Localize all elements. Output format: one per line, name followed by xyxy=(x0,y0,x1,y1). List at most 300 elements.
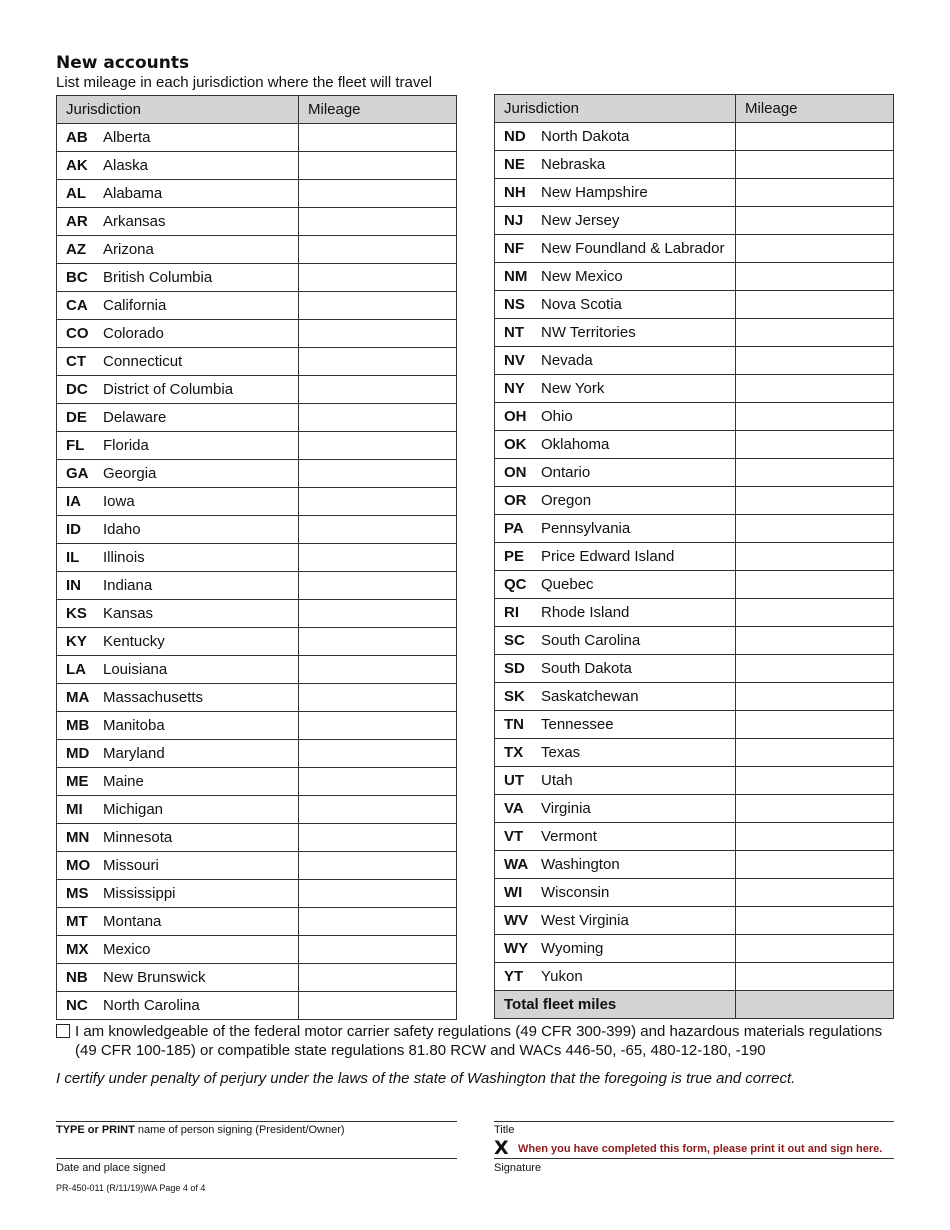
jurisdiction-code: KS xyxy=(66,605,87,622)
jurisdiction-name: Kansas xyxy=(103,605,154,622)
jurisdiction-row xyxy=(495,907,894,935)
jurisdiction-name: Mississippi xyxy=(103,885,176,902)
jurisdiction-code: NV xyxy=(504,352,525,369)
jurisdiction-row xyxy=(495,711,894,739)
jurisdiction-name: Manitoba xyxy=(103,717,165,734)
mileage-input[interactable] xyxy=(736,123,894,151)
certification-checkbox[interactable] xyxy=(56,1024,70,1038)
jurisdiction-name: Michigan xyxy=(103,801,164,818)
jurisdiction-name: Alberta xyxy=(103,129,151,146)
mileage-input[interactable] xyxy=(299,516,457,544)
jurisdiction-cell xyxy=(495,823,736,851)
jurisdiction-name: New Foundland & Labrador xyxy=(541,240,725,257)
jurisdiction-cell xyxy=(495,599,736,627)
total-fleet-miles-label: Total fleet miles xyxy=(495,991,736,1019)
jurisdiction-row xyxy=(495,795,894,823)
jurisdiction-name: New Hampshire xyxy=(541,184,648,201)
jurisdiction-header: Jurisdiction xyxy=(57,96,299,124)
jurisdiction-code: AR xyxy=(66,213,88,230)
jurisdiction-code: MO xyxy=(66,857,91,874)
mileage-input[interactable] xyxy=(299,236,457,264)
jurisdiction-cell xyxy=(495,459,736,487)
mileage-input[interactable] xyxy=(736,935,894,963)
mileage-input[interactable] xyxy=(299,824,457,852)
jurisdiction-name: Minnesota xyxy=(103,829,173,846)
jurisdiction-code: IA xyxy=(66,493,81,510)
jurisdiction-code: OH xyxy=(504,408,527,425)
jurisdiction-cell xyxy=(495,375,736,403)
signature-label: Signature xyxy=(494,1162,542,1174)
mileage-input[interactable] xyxy=(736,291,894,319)
jurisdiction-row xyxy=(495,935,894,963)
jurisdiction-row xyxy=(57,460,457,488)
jurisdiction-code: IL xyxy=(66,549,80,566)
jurisdiction-code: NT xyxy=(504,324,524,341)
mileage-input[interactable] xyxy=(736,151,894,179)
mileage-input[interactable] xyxy=(299,684,457,712)
jurisdiction-code: PE xyxy=(504,548,525,565)
jurisdiction-cell xyxy=(495,767,736,795)
jurisdiction-code: DE xyxy=(66,409,87,426)
jurisdiction-code: NY xyxy=(504,380,525,397)
mileage-input[interactable] xyxy=(736,375,894,403)
jurisdiction-row xyxy=(57,264,457,292)
jurisdiction-cell xyxy=(57,712,299,740)
jurisdiction-cell xyxy=(495,123,736,151)
jurisdiction-code: PA xyxy=(504,520,524,537)
jurisdiction-cell xyxy=(495,291,736,319)
mileage-input[interactable] xyxy=(299,152,457,180)
name-label: TYPE or PRINT name of person signing (President/Owner) xyxy=(56,1124,345,1136)
jurisdiction-name: Nevada xyxy=(541,352,593,369)
jurisdiction-cell xyxy=(57,656,299,684)
jurisdiction-cell xyxy=(57,824,299,852)
jurisdiction-row xyxy=(57,320,457,348)
jurisdiction-code: OK xyxy=(504,436,527,453)
jurisdiction-code: CT xyxy=(66,353,86,370)
jurisdiction-row xyxy=(57,292,457,320)
jurisdiction-cell xyxy=(57,628,299,656)
jurisdiction-code: WY xyxy=(504,940,529,957)
jurisdiction-name: Idaho xyxy=(103,521,141,538)
jurisdiction-code: MX xyxy=(66,941,89,958)
jurisdiction-name: Pennsylvania xyxy=(541,520,631,537)
jurisdiction-row xyxy=(57,796,457,824)
jurisdiction-code: MD xyxy=(66,745,90,762)
jurisdiction-code: MA xyxy=(66,689,90,706)
mileage-input[interactable] xyxy=(736,487,894,515)
jurisdiction-name: Yukon xyxy=(541,968,583,985)
mileage-input[interactable] xyxy=(299,320,457,348)
mileage-input[interactable] xyxy=(736,207,894,235)
mileage-input[interactable] xyxy=(299,600,457,628)
jurisdiction-cell xyxy=(57,236,299,264)
jurisdiction-row xyxy=(495,739,894,767)
jurisdiction-cell xyxy=(57,740,299,768)
jurisdiction-name: Indiana xyxy=(103,577,153,594)
jurisdiction-header: Jurisdiction xyxy=(495,95,736,123)
jurisdiction-name: New Brunswick xyxy=(103,969,206,986)
jurisdiction-row xyxy=(57,936,457,964)
date-place-label: Date and place signed xyxy=(56,1162,166,1174)
jurisdiction-name: South Dakota xyxy=(541,660,632,677)
mileage-input[interactable] xyxy=(299,180,457,208)
jurisdiction-row xyxy=(57,152,457,180)
mileage-input[interactable] xyxy=(736,907,894,935)
jurisdiction-code: SK xyxy=(504,688,525,705)
mileage-input[interactable] xyxy=(299,432,457,460)
mileage-input[interactable] xyxy=(299,740,457,768)
jurisdiction-name: Nova Scotia xyxy=(541,296,622,313)
mileage-input[interactable] xyxy=(299,964,457,992)
jurisdiction-cell xyxy=(495,683,736,711)
jurisdiction-row xyxy=(495,263,894,291)
mileage-input[interactable] xyxy=(299,908,457,936)
sign-instruction: When you have completed this form, please print it out and sign here. xyxy=(518,1143,883,1155)
mileage-input[interactable] xyxy=(736,655,894,683)
mileage-input[interactable] xyxy=(299,404,457,432)
jurisdiction-name: Saskatchewan xyxy=(541,688,639,705)
jurisdiction-row xyxy=(495,403,894,431)
mileage-input[interactable] xyxy=(299,852,457,880)
jurisdiction-cell xyxy=(57,516,299,544)
jurisdiction-code: TN xyxy=(504,716,524,733)
mileage-input[interactable] xyxy=(299,712,457,740)
mileage-input[interactable] xyxy=(299,628,457,656)
jurisdiction-name: Ohio xyxy=(541,408,573,425)
jurisdiction-name: New Jersey xyxy=(541,212,620,229)
jurisdiction-cell xyxy=(57,852,299,880)
mileage-input[interactable] xyxy=(299,656,457,684)
jurisdiction-name: Illinois xyxy=(103,549,145,566)
mileage-input[interactable] xyxy=(299,992,457,1020)
jurisdiction-code: BC xyxy=(66,269,88,286)
mileage-input[interactable] xyxy=(299,376,457,404)
mileage-input[interactable] xyxy=(299,768,457,796)
jurisdiction-code: GA xyxy=(66,465,89,482)
jurisdiction-code: VA xyxy=(504,800,524,817)
jurisdiction-row xyxy=(57,852,457,880)
jurisdiction-row xyxy=(57,992,457,1020)
jurisdiction-name: Vermont xyxy=(541,828,597,845)
jurisdiction-name: British Columbia xyxy=(103,269,213,286)
title-label: Title xyxy=(494,1124,515,1136)
mileage-input[interactable] xyxy=(736,627,894,655)
jurisdiction-cell xyxy=(495,515,736,543)
jurisdiction-name: Louisiana xyxy=(103,661,168,678)
jurisdiction-code: WI xyxy=(504,884,523,901)
jurisdiction-code: MT xyxy=(66,913,88,930)
mileage-input[interactable] xyxy=(736,347,894,375)
jurisdiction-code: NJ xyxy=(504,212,524,229)
mileage-input[interactable] xyxy=(736,263,894,291)
jurisdiction-cell xyxy=(57,964,299,992)
jurisdiction-code: MB xyxy=(66,717,90,734)
jurisdiction-cell xyxy=(495,487,736,515)
jurisdiction-name: West Virginia xyxy=(541,912,629,929)
jurisdiction-row xyxy=(57,208,457,236)
mileage-input[interactable] xyxy=(736,963,894,991)
jurisdiction-name: Arizona xyxy=(103,241,154,258)
jurisdiction-cell xyxy=(495,879,736,907)
jurisdiction-code: QC xyxy=(504,576,527,593)
jurisdiction-row xyxy=(495,515,894,543)
mileage-input[interactable] xyxy=(736,459,894,487)
mileage-table-right xyxy=(494,94,894,1019)
jurisdiction-row xyxy=(495,571,894,599)
jurisdiction-row xyxy=(57,684,457,712)
mileage-input[interactable] xyxy=(299,208,457,236)
mileage-input[interactable] xyxy=(736,879,894,907)
jurisdiction-row xyxy=(57,488,457,516)
jurisdiction-name: District of Columbia xyxy=(103,381,234,398)
jurisdiction-cell xyxy=(495,431,736,459)
mileage-header: Mileage xyxy=(299,96,457,124)
jurisdiction-row xyxy=(57,432,457,460)
jurisdiction-row xyxy=(495,655,894,683)
jurisdiction-row xyxy=(57,376,457,404)
mileage-input[interactable] xyxy=(736,767,894,795)
perjury-statement: I certify under penalty of perjury under the laws of the state of Washington that the foregoing is true and correct. xyxy=(56,1070,796,1087)
jurisdiction-row xyxy=(57,824,457,852)
jurisdiction-cell xyxy=(495,179,736,207)
jurisdiction-name: Kentucky xyxy=(103,633,165,650)
jurisdiction-row xyxy=(495,459,894,487)
mileage-header: Mileage xyxy=(736,95,894,123)
jurisdiction-code: AK xyxy=(66,157,88,174)
mileage-input[interactable] xyxy=(736,739,894,767)
jurisdiction-cell xyxy=(57,348,299,376)
jurisdiction-cell xyxy=(495,543,736,571)
jurisdiction-name: Delaware xyxy=(103,409,167,426)
mileage-input[interactable] xyxy=(736,823,894,851)
jurisdiction-name: Massachusetts xyxy=(103,689,204,706)
mileage-input[interactable] xyxy=(736,431,894,459)
jurisdiction-cell xyxy=(57,936,299,964)
mileage-input[interactable] xyxy=(736,235,894,263)
mileage-input[interactable] xyxy=(299,264,457,292)
jurisdiction-cell xyxy=(57,264,299,292)
mileage-input[interactable] xyxy=(736,179,894,207)
jurisdiction-name: Maryland xyxy=(103,745,165,762)
jurisdiction-code: SC xyxy=(504,632,525,649)
jurisdiction-row xyxy=(495,683,894,711)
jurisdiction-row xyxy=(57,628,457,656)
jurisdiction-row xyxy=(57,656,457,684)
mileage-table-left xyxy=(56,95,457,1020)
jurisdiction-row xyxy=(57,768,457,796)
jurisdiction-cell xyxy=(57,208,299,236)
jurisdiction-row xyxy=(57,964,457,992)
jurisdiction-code: WV xyxy=(504,912,529,929)
jurisdiction-row xyxy=(57,124,457,152)
jurisdiction-cell xyxy=(495,907,736,935)
jurisdiction-cell xyxy=(57,796,299,824)
jurisdiction-code: LA xyxy=(66,661,86,678)
jurisdiction-row xyxy=(495,151,894,179)
jurisdiction-code: NF xyxy=(504,240,524,257)
jurisdiction-row xyxy=(495,319,894,347)
jurisdiction-row xyxy=(57,880,457,908)
jurisdiction-row xyxy=(495,123,894,151)
jurisdiction-row xyxy=(57,908,457,936)
jurisdiction-cell xyxy=(495,963,736,991)
mileage-input[interactable] xyxy=(299,936,457,964)
jurisdiction-code: ID xyxy=(66,521,81,538)
jurisdiction-name: North Dakota xyxy=(541,128,630,145)
jurisdiction-code: ME xyxy=(66,773,89,790)
jurisdiction-name: Price Edward Island xyxy=(541,548,675,565)
jurisdiction-cell xyxy=(495,207,736,235)
jurisdiction-name: Nebraska xyxy=(541,156,606,173)
jurisdiction-code: ON xyxy=(504,464,527,481)
jurisdiction-code: AZ xyxy=(66,241,86,258)
mileage-input[interactable] xyxy=(299,544,457,572)
jurisdiction-cell xyxy=(57,460,299,488)
jurisdiction-row xyxy=(495,823,894,851)
jurisdiction-row xyxy=(495,235,894,263)
page-heading: New accounts xyxy=(56,53,190,73)
mileage-input[interactable] xyxy=(299,348,457,376)
jurisdiction-cell xyxy=(57,180,299,208)
jurisdiction-row xyxy=(495,431,894,459)
jurisdiction-code: AL xyxy=(66,185,86,202)
jurisdiction-code: TX xyxy=(504,744,524,761)
jurisdiction-row xyxy=(57,404,457,432)
jurisdiction-name: Florida xyxy=(103,437,149,454)
jurisdiction-name: New Mexico xyxy=(541,268,623,285)
jurisdiction-code: NS xyxy=(504,296,525,313)
jurisdiction-cell xyxy=(495,711,736,739)
mileage-input[interactable] xyxy=(299,292,457,320)
jurisdiction-name: Ontario xyxy=(541,464,591,481)
title-line[interactable] xyxy=(494,1121,894,1122)
jurisdiction-cell xyxy=(57,376,299,404)
jurisdiction-row xyxy=(57,348,457,376)
jurisdiction-cell xyxy=(57,124,299,152)
jurisdiction-cell xyxy=(495,403,736,431)
jurisdiction-cell xyxy=(495,655,736,683)
jurisdiction-cell xyxy=(57,768,299,796)
jurisdiction-code: NM xyxy=(504,268,528,285)
jurisdiction-cell xyxy=(495,739,736,767)
jurisdiction-code: AB xyxy=(66,129,88,146)
jurisdiction-row xyxy=(57,544,457,572)
jurisdiction-code: NH xyxy=(504,184,526,201)
jurisdiction-name: Washington xyxy=(541,856,620,873)
jurisdiction-cell xyxy=(57,320,299,348)
mileage-input[interactable] xyxy=(736,851,894,879)
name-signature-line[interactable] xyxy=(56,1121,457,1122)
jurisdiction-row xyxy=(57,236,457,264)
jurisdiction-row xyxy=(495,487,894,515)
jurisdiction-cell xyxy=(495,627,736,655)
mileage-input[interactable] xyxy=(299,460,457,488)
mileage-input[interactable] xyxy=(736,599,894,627)
jurisdiction-code: WA xyxy=(504,856,529,873)
jurisdiction-cell xyxy=(57,684,299,712)
mileage-input[interactable] xyxy=(736,319,894,347)
jurisdiction-name: Arkansas xyxy=(103,213,166,230)
jurisdiction-row xyxy=(495,851,894,879)
jurisdiction-row xyxy=(57,740,457,768)
jurisdiction-row xyxy=(495,179,894,207)
jurisdiction-code: UT xyxy=(504,772,524,789)
jurisdiction-code: OR xyxy=(504,492,527,509)
jurisdiction-name: Iowa xyxy=(103,493,135,510)
jurisdiction-name: North Carolina xyxy=(103,997,200,1014)
jurisdiction-name: Wyoming xyxy=(541,940,604,957)
jurisdiction-row xyxy=(57,600,457,628)
jurisdiction-code: ND xyxy=(504,128,526,145)
mileage-input[interactable] xyxy=(299,572,457,600)
jurisdiction-name: California xyxy=(103,297,167,314)
jurisdiction-name: Quebec xyxy=(541,576,594,593)
jurisdiction-cell xyxy=(57,600,299,628)
jurisdiction-row xyxy=(495,543,894,571)
jurisdiction-code: MI xyxy=(66,801,83,818)
mileage-input[interactable] xyxy=(299,796,457,824)
jurisdiction-cell xyxy=(57,292,299,320)
jurisdiction-name: Oklahoma xyxy=(541,436,610,453)
mileage-input[interactable] xyxy=(736,683,894,711)
mileage-input[interactable] xyxy=(736,571,894,599)
mileage-input[interactable] xyxy=(299,488,457,516)
jurisdiction-code: KY xyxy=(66,633,87,650)
jurisdiction-row xyxy=(495,291,894,319)
jurisdiction-name: Mexico xyxy=(103,941,151,958)
mileage-input[interactable] xyxy=(736,515,894,543)
sign-here-x-mark: X xyxy=(494,1137,509,1159)
jurisdiction-row xyxy=(495,879,894,907)
total-fleet-miles-input[interactable] xyxy=(736,991,894,1019)
jurisdiction-cell xyxy=(495,347,736,375)
jurisdiction-name: Montana xyxy=(103,913,162,930)
mileage-input[interactable] xyxy=(299,880,457,908)
jurisdiction-name: New York xyxy=(541,380,605,397)
jurisdiction-name: Missouri xyxy=(103,857,159,874)
jurisdiction-row xyxy=(57,712,457,740)
mileage-input[interactable] xyxy=(736,711,894,739)
certification-text: I am knowledgeable of the federal motor carrier safety regulations (49 CFR 300-399) and hazardous materials regulations (49 CFR 100-185) or compatible state regulations 81.80 RCW and WACs 446-50, -65, 480-12-180, -190 xyxy=(75,1023,883,1059)
jurisdiction-cell xyxy=(57,544,299,572)
jurisdiction-row xyxy=(57,516,457,544)
jurisdiction-name: Alaska xyxy=(103,157,149,174)
jurisdiction-name: South Carolina xyxy=(541,632,641,649)
jurisdiction-row xyxy=(495,347,894,375)
jurisdiction-code: CA xyxy=(66,297,88,314)
jurisdiction-cell xyxy=(57,404,299,432)
mileage-input[interactable] xyxy=(736,403,894,431)
jurisdiction-name: Alabama xyxy=(103,185,163,202)
jurisdiction-cell xyxy=(57,880,299,908)
mileage-input[interactable] xyxy=(299,124,457,152)
jurisdiction-cell xyxy=(495,235,736,263)
jurisdiction-cell xyxy=(495,319,736,347)
jurisdiction-code: NC xyxy=(66,997,88,1014)
date-place-line[interactable] xyxy=(56,1158,457,1159)
mileage-input[interactable] xyxy=(736,543,894,571)
jurisdiction-code: SD xyxy=(504,660,525,677)
jurisdiction-name: Virginia xyxy=(541,800,591,817)
jurisdiction-cell xyxy=(57,152,299,180)
jurisdiction-code: DC xyxy=(66,381,88,398)
signature-line[interactable] xyxy=(494,1158,894,1159)
jurisdiction-row xyxy=(57,572,457,600)
jurisdiction-code: MN xyxy=(66,829,90,846)
jurisdiction-cell xyxy=(495,571,736,599)
mileage-input[interactable] xyxy=(736,795,894,823)
